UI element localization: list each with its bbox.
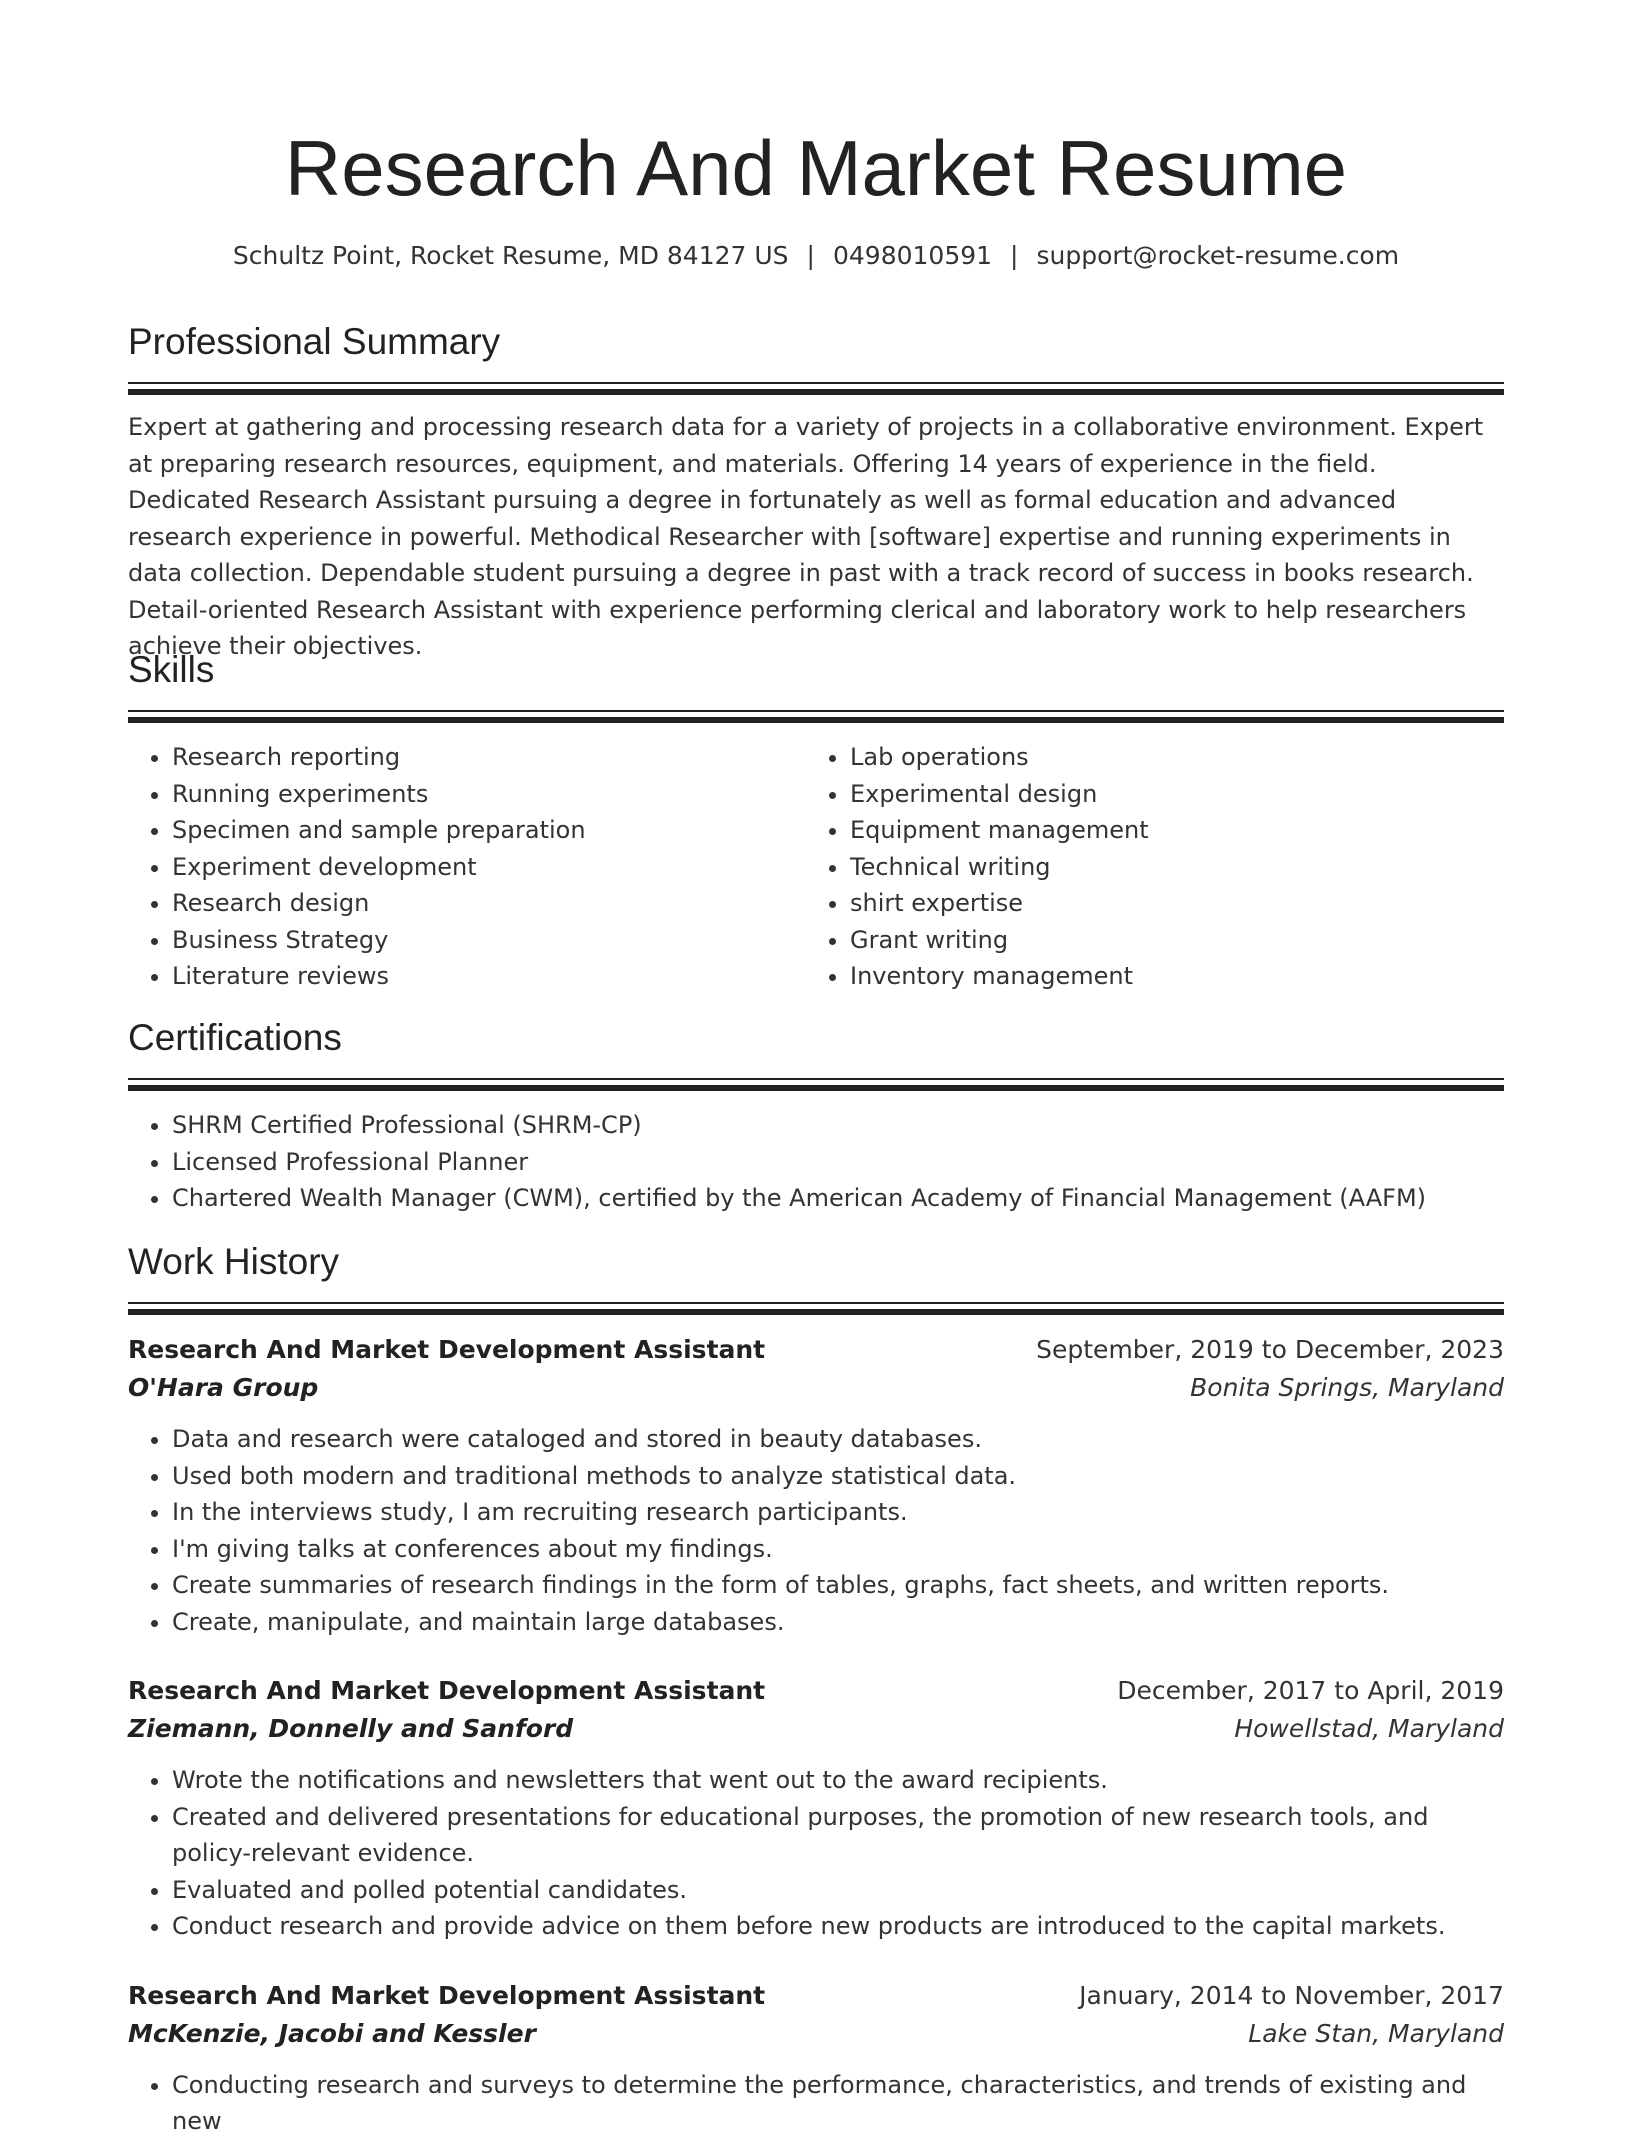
job-header — [128, 1672, 1504, 1710]
job-entry — [128, 1331, 1504, 1640]
skill-item: • Experiment development — [172, 849, 806, 886]
certifications-section — [128, 1014, 1504, 1217]
certifications-heading: Certifications — [128, 1017, 342, 1058]
job-duties-list — [128, 2067, 1504, 2140]
job-header — [128, 1331, 1504, 1369]
skills-columns — [128, 739, 1504, 995]
job-title: Research And Market Development Assistant — [128, 1980, 766, 2010]
job-dates: September, 2019 to December, 2023 — [1036, 1335, 1504, 1364]
certifications-list — [128, 1107, 1504, 1217]
skill-item: • Grant writing — [850, 922, 1484, 959]
skill-item: • Inventory management — [850, 958, 1484, 995]
summary-section — [128, 318, 1504, 665]
skill-item: • Business Strategy — [172, 922, 806, 959]
summary-heading: Professional Summary — [128, 321, 501, 362]
skills-right-column — [806, 739, 1484, 995]
skill-item: • shirt expertise — [850, 885, 1484, 922]
job-location: Howellstad, Maryland — [1234, 1714, 1504, 1743]
certification-item: • SHRM Certified Professional (SHRM-CP) — [172, 1107, 1504, 1144]
section-divider — [128, 382, 1504, 395]
job-duties-list — [128, 1421, 1504, 1640]
job-location: Bonita Springs, Maryland — [1190, 1373, 1504, 1402]
contact-separator: | — [806, 241, 815, 270]
job-subheader — [128, 1369, 1504, 1407]
skills-left-column — [128, 739, 806, 995]
skill-item: • Research design — [172, 885, 806, 922]
section-divider — [128, 710, 1504, 723]
resume-title: Research And Market Resume — [284, 124, 1348, 212]
skill-item: • Running experiments — [172, 776, 806, 813]
job-dates: December, 2017 to April, 2019 — [1117, 1676, 1504, 1705]
contact-address: Schultz Point, Rocket Resume, MD 84127 US — [232, 241, 789, 270]
skill-item: • Research reporting — [172, 739, 806, 776]
section-divider — [128, 1302, 1504, 1315]
job-location: Lake Stan, Maryland — [1248, 2018, 1504, 2048]
job-duty: • Create summaries of research findings in the form of tables, graphs, fact sheets, and written reports. — [172, 1567, 1504, 1604]
job-company: O'Hara Group — [128, 1373, 319, 1402]
section-divider — [128, 1078, 1504, 1091]
skill-item: • Specimen and sample preparation — [172, 812, 806, 849]
job-entry — [128, 1672, 1504, 1945]
job-header — [128, 1977, 1504, 2015]
job-duty: • I'm giving talks at conferences about my findings. — [172, 1531, 1504, 1568]
job-dates: January, 2014 to November, 2017 — [1079, 1980, 1504, 2010]
summary-text: Expert at gathering and processing research data for a variety of projects in a collaborative environment. Expert at preparing research resources, equipment, and materials. Offering 14 years of experience in the field. Dedicated Research Assistant pursuing a degree in fortunately as well as formal education and advanced research experience in powerful. Methodical Researcher with [software] expertise and running experiments in data collection. Dependable student pursuing a degree in past with a track record of success in books research. Detail-oriented Research Assistant with experience performing clerical and laboratory work to help researchers achieve their objectives. — [128, 413, 1484, 660]
work-history-section — [128, 1238, 1504, 2140]
job-duty: • Conduct research and provide advice on them before new products are introduced to the capital markets. — [172, 1908, 1504, 1945]
job-duties-list — [128, 1762, 1504, 1945]
contact-email: support@rocket-resume.com — [1036, 241, 1400, 270]
job-entry — [128, 1977, 1504, 2140]
skills-section — [128, 646, 1504, 995]
contact-line — [0, 238, 1632, 274]
job-duty: • Data and research were cataloged and stored in beauty databases. — [172, 1421, 1504, 1458]
skills-heading: Skills — [128, 649, 215, 690]
job-duty: • Create, manipulate, and maintain large databases. — [172, 1604, 1504, 1641]
work-history-heading: Work History — [128, 1241, 340, 1282]
job-duty: • In the interviews study, I am recruiting research participants. — [172, 1494, 1504, 1531]
skill-item: • Literature reviews — [172, 958, 806, 995]
job-company: McKenzie, Jacobi and Kessler — [128, 2018, 536, 2048]
job-title: Research And Market Development Assistant — [128, 1676, 766, 1705]
skill-item: • Experimental design — [850, 776, 1484, 813]
job-subheader — [128, 1710, 1504, 1748]
skills-list-right — [806, 739, 1484, 995]
job-duty: • Wrote the notifications and newsletters that went out to the award recipients. — [172, 1762, 1504, 1799]
skill-item: • Equipment management — [850, 812, 1484, 849]
contact-separator: | — [1010, 241, 1019, 270]
job-title: Research And Market Development Assistant — [128, 1335, 766, 1364]
contact-phone: 0498010591 — [832, 241, 993, 270]
skill-item: • Technical writing — [850, 849, 1484, 886]
job-company: Ziemann, Donnelly and Sanford — [128, 1714, 574, 1743]
certification-item: • Chartered Wealth Manager (CWM), certified by the American Academy of Financial Management (AAFM) — [172, 1180, 1504, 1217]
job-duty: • Used both modern and traditional methods to analyze statistical data. — [172, 1458, 1504, 1495]
job-subheader — [128, 2015, 1504, 2053]
certification-item: • Licensed Professional Planner — [172, 1144, 1504, 1181]
job-duty: • Created and delivered presentations for educational purposes, the promotion of new research tools, and policy-relevant evidence. — [172, 1799, 1504, 1872]
skills-list-left — [128, 739, 806, 995]
skill-item: • Lab operations — [850, 739, 1484, 776]
job-duty: • Conducting research and surveys to determine the performance, characteristics, and trends of existing and new — [172, 2067, 1504, 2140]
job-duty: • Evaluated and polled potential candidates. — [172, 1872, 1504, 1909]
